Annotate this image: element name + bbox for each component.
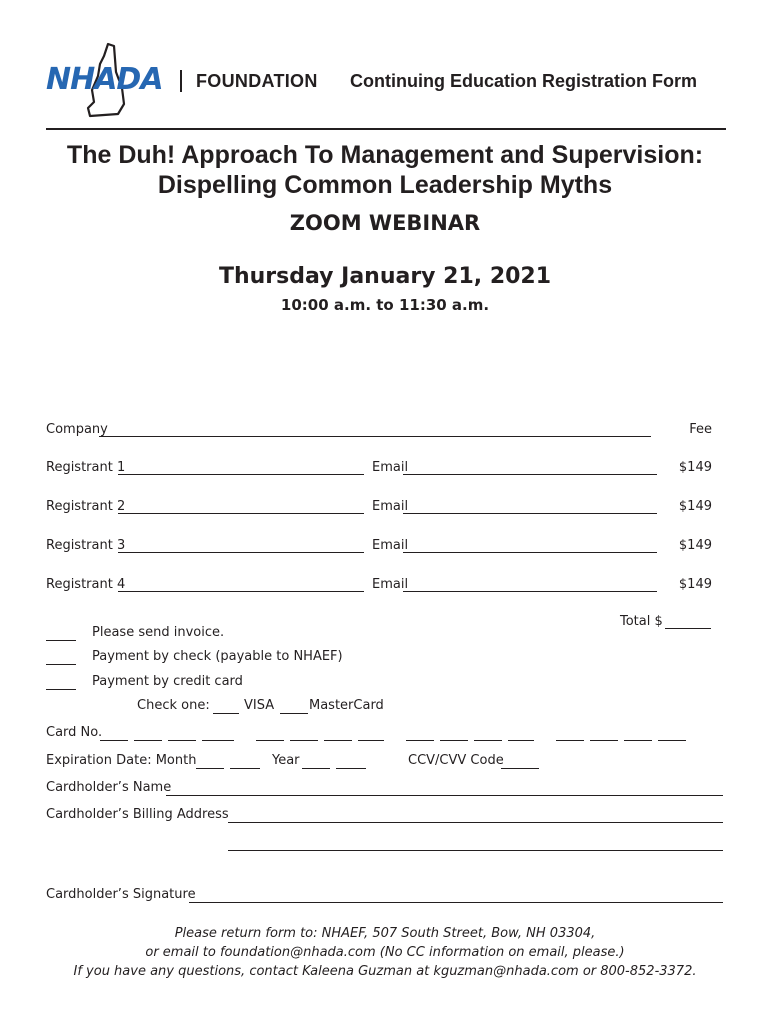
- footer-line-3: If you have any questions, contact Kaleena Guzman at kguzman@nhada.com or 800-852-3372.: [73, 964, 697, 979]
- check-one-label: Check one:: [137, 698, 210, 713]
- registrant-1-name-field[interactable]: [118, 474, 364, 475]
- registrant-3-name-field[interactable]: [118, 552, 364, 553]
- registrant-4-email-label: Email: [372, 577, 409, 592]
- card-digit-field[interactable]: [556, 740, 584, 741]
- registrant-1-email-field[interactable]: [403, 474, 657, 475]
- check-payment-label: Payment by check (payable to NHAEF): [92, 649, 343, 664]
- registrant-3-email-label: Email: [372, 538, 409, 553]
- registrant-1-label: Registrant 1: [46, 460, 126, 475]
- card-digit-field[interactable]: [100, 740, 128, 741]
- card-digit-field[interactable]: [658, 740, 686, 741]
- registrant-2-fee: $149: [678, 499, 712, 514]
- total-field[interactable]: [665, 628, 711, 629]
- mastercard-checkbox[interactable]: [280, 713, 308, 714]
- company-label: Company: [46, 422, 108, 437]
- card-digit-field[interactable]: [324, 740, 352, 741]
- visa-label: VISA: [244, 698, 275, 713]
- registrant-2-email-label: Email: [372, 499, 409, 514]
- registrant-4-email-field[interactable]: [403, 591, 657, 592]
- cardholder-name-label: Cardholder’s Name: [46, 780, 172, 795]
- registrant-2-label: Registrant 2: [46, 499, 126, 514]
- card-digit-field[interactable]: [474, 740, 502, 741]
- signature-label: Cardholder’s Signature: [46, 887, 196, 902]
- fee-header: Fee: [689, 422, 712, 437]
- event-title-line-1: The Duh! Approach To Management and Supervision:: [66, 141, 704, 169]
- card-digit-field[interactable]: [256, 740, 284, 741]
- card-digit-field[interactable]: [202, 740, 234, 741]
- expiration-year-field[interactable]: [302, 768, 330, 769]
- card-digit-field[interactable]: [508, 740, 534, 741]
- footer-line-1: Please return form to: NHAEF, 507 South Street, Bow, NH 03304,: [174, 926, 596, 941]
- credit-card-checkbox[interactable]: [46, 689, 76, 690]
- event-time: 10:00 a.m. to 11:30 a.m.: [280, 296, 490, 314]
- card-digit-field[interactable]: [134, 740, 162, 741]
- expiration-year-field[interactable]: [336, 768, 366, 769]
- registrant-4-fee: $149: [678, 577, 712, 592]
- expiration-month-label: Expiration Date: Month: [46, 753, 197, 768]
- expiration-year-label: Year: [272, 753, 300, 768]
- registrant-1-fee: $149: [678, 460, 712, 475]
- event-date: Thursday January 21, 2021: [218, 264, 552, 289]
- card-digit-field[interactable]: [440, 740, 468, 741]
- card-digit-field[interactable]: [590, 740, 618, 741]
- registrant-1-email-label: Email: [372, 460, 409, 475]
- signature-field[interactable]: [189, 902, 723, 903]
- footer-line-2: or email to foundation@nhada.com (No CC information on email, please.): [145, 945, 625, 960]
- registrant-4-label: Registrant 4: [46, 577, 126, 592]
- foundation-label: FOUNDATION: [196, 71, 318, 91]
- registrant-3-email-field[interactable]: [403, 552, 657, 553]
- expiration-month-field[interactable]: [196, 768, 224, 769]
- form-title: Continuing Education Registration Form: [350, 71, 697, 91]
- event-title-line-2: Dispelling Common Leadership Myths: [157, 171, 613, 199]
- expiration-month-field[interactable]: [230, 768, 260, 769]
- company-field[interactable]: [99, 436, 651, 437]
- credit-card-label: Payment by credit card: [92, 674, 243, 689]
- registrant-3-label: Registrant 3: [46, 538, 126, 553]
- ccv-field[interactable]: [501, 768, 539, 769]
- billing-address-field[interactable]: [228, 822, 723, 823]
- header-separator: [180, 70, 182, 92]
- mastercard-label: MasterCard: [309, 698, 384, 713]
- registrant-2-name-field[interactable]: [118, 513, 364, 514]
- nhada-logo: [44, 42, 174, 118]
- card-digit-field[interactable]: [168, 740, 196, 741]
- registrant-3-fee: $149: [678, 538, 712, 553]
- logo-text: NHADA: [46, 62, 163, 97]
- invoice-checkbox[interactable]: [46, 640, 76, 641]
- card-digit-field[interactable]: [406, 740, 434, 741]
- card-digit-field[interactable]: [290, 740, 318, 741]
- ccv-label: CCV/CVV Code: [408, 753, 504, 768]
- card-no-label: Card No.: [46, 725, 103, 740]
- registrant-4-name-field[interactable]: [118, 591, 364, 592]
- registrant-2-email-field[interactable]: [403, 513, 657, 514]
- total-label: Total $: [620, 614, 663, 629]
- card-digit-field[interactable]: [624, 740, 652, 741]
- invoice-option-label: Please send invoice.: [92, 625, 225, 640]
- cardholder-name-field[interactable]: [166, 795, 723, 796]
- visa-checkbox[interactable]: [213, 713, 239, 714]
- header-rule: [46, 128, 726, 130]
- billing-address-label: Cardholder’s Billing Address: [46, 807, 229, 822]
- card-digit-field[interactable]: [358, 740, 384, 741]
- event-format: ZOOM WEBINAR: [289, 211, 481, 235]
- check-payment-checkbox[interactable]: [46, 664, 76, 665]
- billing-address-field-line-2[interactable]: [228, 850, 723, 851]
